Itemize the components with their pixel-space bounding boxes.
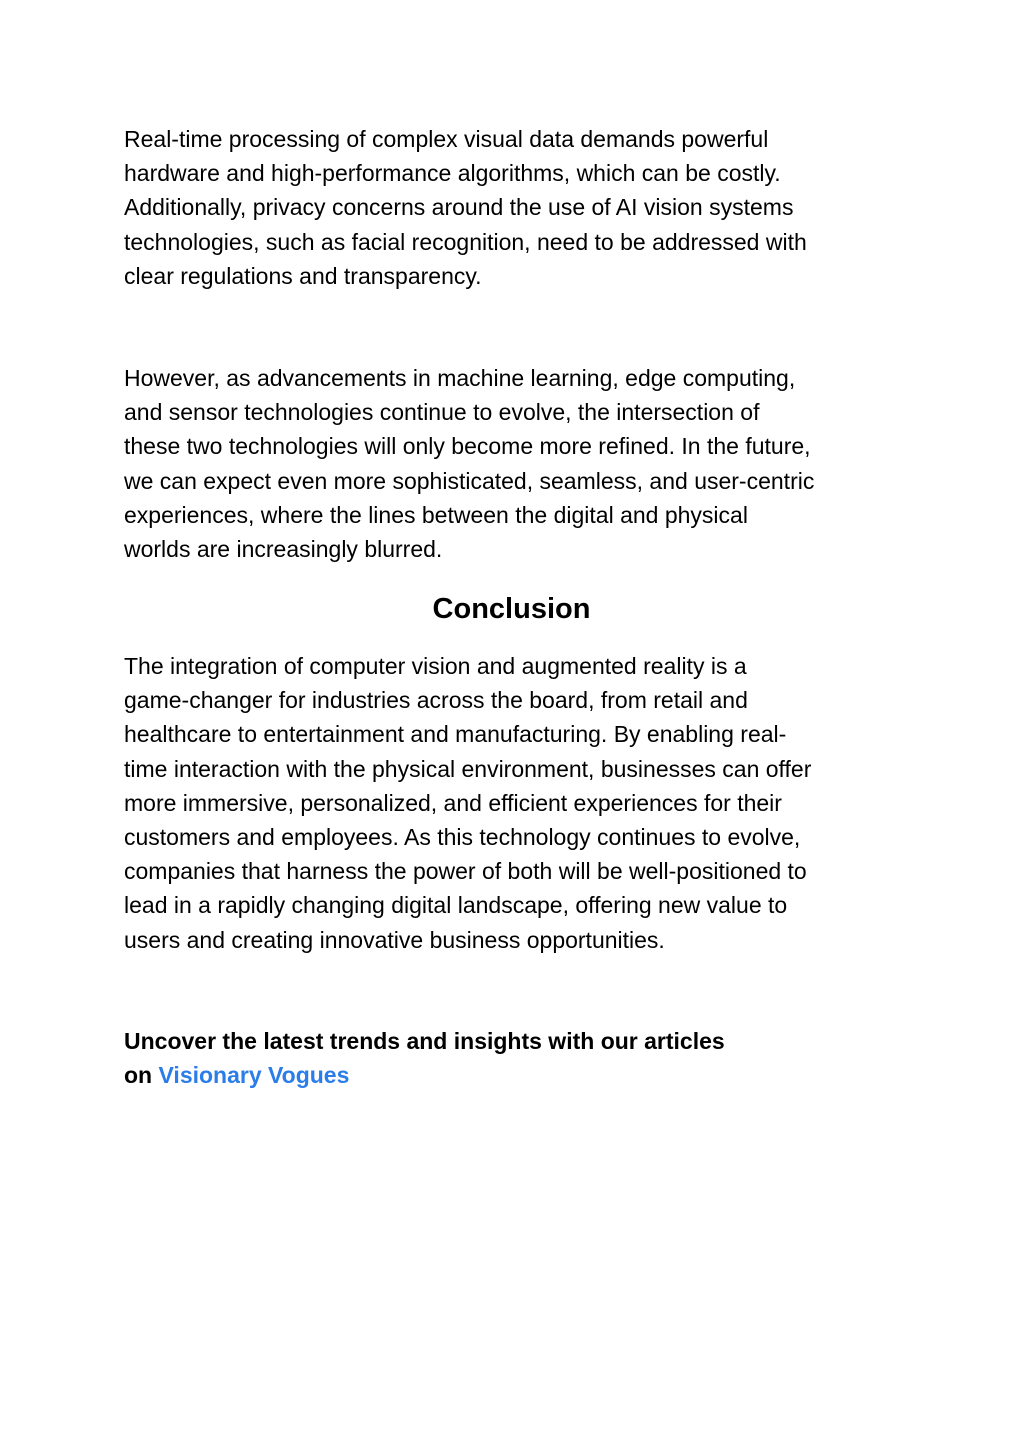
paragraph-challenges: Real-time processing of complex visual data demands powerful hardware and high-performance algorithms, which can be costly. Additionally, privacy concerns around the use of AI vision systems technologies, such as facial recognition, need to be addressed with clear regulations and transparency.: [124, 126, 807, 289]
visionary-vogues-link[interactable]: Visionary Vogues: [158, 1062, 350, 1089]
cta-prefix: on: [124, 1062, 159, 1089]
paragraph-conclusion: The integration of computer vision and augmented reality is a game-changer for industries across the board, from retail and healthcare to entertainment and manufacturing. By enabling real- time interaction with the physical environment, businesses can offer more immersive, personalized, and efficient experiences for their customers and employees. As this technology continues to evolve, companies that harness the power of both will be well-positioned to lead in a rapidly changing digital landscape, offering new value to users and creating innovative business opportunities.: [124, 653, 812, 953]
cta-text: [124, 1024, 914, 1092]
paragraph-future: However, as advancements in machine learning, edge computing, and sensor technologies continue to evolve, the intersection of these two technologies will only become more refined. In the future, we can expect even more sophisticated, seamless, and user-centric experiences, where the lines between the digital and physical worlds are increasingly blurred.: [124, 365, 815, 563]
conclusion-heading: Conclusion: [432, 593, 591, 625]
cta-line1: Uncover the latest trends and insights with our articles: [124, 1028, 725, 1054]
